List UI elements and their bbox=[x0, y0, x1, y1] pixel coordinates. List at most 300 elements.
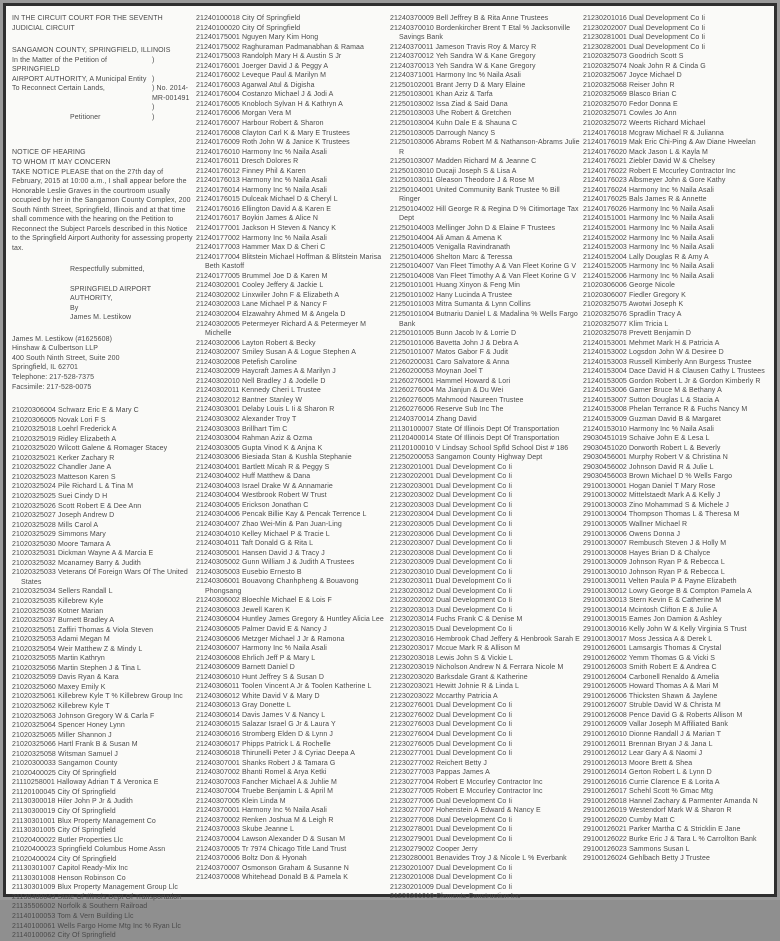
parcel-entry: 21240176014 Harmony Inc % Naila Asali bbox=[196, 186, 327, 194]
parcel-entry: 21250104003 Mellinger John D & Elaine F Trustees bbox=[390, 225, 556, 233]
parcel-entry: 21020325067 Joyce Michael D bbox=[583, 72, 682, 80]
parcel-entry: 21230203006 Dual Development Co Ii bbox=[390, 530, 513, 538]
parcel-entry: 21240306002 Bloechle Michael E & Lois F bbox=[196, 597, 332, 605]
parcel-entry: 21240304011 Taft Donald G & Rita L bbox=[196, 540, 314, 548]
parcel-entry: 21240370004 Lawson Alexander D & Susan M bbox=[196, 836, 346, 844]
parcel-entry: 21230282001 Dual Development Co Ii bbox=[583, 43, 706, 51]
parcel-entry: 21240153003 Russell Kimberly Ann Burgess Trustee bbox=[583, 358, 752, 366]
parcel-entry: 21240176004 Costanzo Michael J & Jodi A bbox=[196, 91, 334, 99]
parcel-entry: 21240176007 Harbour Robert & Sharon bbox=[196, 120, 324, 128]
parcel-entry: 21020325075 Awotwi Joseph K bbox=[583, 301, 684, 309]
parcel-entry: 21250103002 Issa Ziad & Said Dana bbox=[390, 100, 508, 108]
parcel-entry: 29100130015 Eames Jon Damion & Ashley bbox=[583, 616, 722, 624]
parcel-entry: 29100130013 Stern Kevin E & Catherine M bbox=[583, 597, 722, 605]
parcel-entry: 21240176008 Clayton Carl K & Mary E Trustees bbox=[196, 129, 350, 137]
parcel-entry: 29100126014 Gerton Robert L & Lynn D bbox=[583, 769, 712, 777]
parcel-entry: 21020325029 Simmons Mary bbox=[12, 531, 106, 539]
parcel-entry: 21020325071 Cowles Jo Ann bbox=[583, 110, 677, 118]
parcel-entry: 21240100020 City Of Springfield bbox=[196, 24, 301, 32]
parcel-entry: 21240176006 Morgan Vera M bbox=[196, 110, 292, 118]
caption-right-text: ) bbox=[152, 104, 155, 112]
parcel-entry: 29100130007 Rembusch Steven J & Holly M bbox=[583, 540, 727, 548]
parcel-entry: 21020325061 Killebrew Kyle T % Killebrew Group Inc bbox=[12, 693, 183, 701]
parcel-entry: 21230277006 Dual Development Co Ii bbox=[390, 797, 513, 805]
parcel-entry: 21260276001 Hammel Howard & Lori bbox=[390, 377, 511, 385]
parcel-entry: 21240306012 White David V & Mary D bbox=[196, 692, 320, 700]
parcel-entry: 29100130010 Johnson Ryan P & Rebecca L bbox=[583, 568, 725, 576]
parcel-entry: 21240176024 Harmony Inc % Naila Asali bbox=[583, 186, 714, 194]
parcel-entry: 21020325027 Joseph Andrew D bbox=[12, 512, 115, 520]
parcel-entry: 21240175001 Nguyen Mary Kim Hong bbox=[196, 34, 319, 42]
parcel-entry: 21240307004 Truebe Benjamin L & April M bbox=[196, 788, 334, 796]
parcel-entry: 21240176015 Dulceak Michael D & Cheryl L bbox=[196, 196, 338, 204]
parcel-entry: 21240176022 Robert E Mccurley Contractor Inc bbox=[583, 167, 736, 175]
parcel-entry: 29030456001 Murphy Robert V & Christina N bbox=[583, 454, 728, 462]
caption-left-text: AIRPORT AUTHORITY, A Municipal Entity bbox=[12, 75, 147, 83]
parcel-entry: 21240307005 Klein Linda M bbox=[196, 797, 286, 805]
parcel-entry: 21230203007 Dual Development Co Ii bbox=[390, 540, 513, 548]
parcel-entry: 21230202007 Dual Development Co Ii bbox=[583, 24, 706, 32]
parcel-entry: 29030451019 Schaive John E & Lesa L bbox=[583, 435, 710, 443]
parcel-entry: 21130300018 Hiler John P Jr & Judith bbox=[12, 798, 133, 806]
parcel-entry: 21020300033 Sangamon County bbox=[12, 760, 118, 768]
parcel-entry: 21230277008 Dual Development Co Ii bbox=[390, 816, 513, 824]
parcel-entry: 21230203013 Dual Development Co Ii bbox=[390, 606, 513, 614]
parcel-entry: 29100130012 Lowry George B & Compton Pamela A bbox=[583, 587, 752, 595]
parcel-entry: 21240176019 Mak Eric Chi-Ping & Aw Diane Hweelan bbox=[583, 139, 756, 147]
parcel-entry: 21020325055 Martin Kathryn bbox=[12, 655, 105, 663]
parcel-entry: 29100130008 Hayes Brian D & Chalyce bbox=[583, 549, 711, 557]
page-border bbox=[3, 3, 777, 940]
parcel-entry: 21250103011 Gleason Theodore J & Rose M bbox=[390, 177, 535, 185]
parcel-entry: 21250103003 Uhe Robert & Gretchen bbox=[390, 110, 512, 118]
parcel-entry: 21020325019 Ridley Elizabeth A bbox=[12, 435, 117, 443]
parcel-entry: 21250101004 Butnariu Daniel L & Madalina % Wells Fargo Bank bbox=[390, 310, 578, 328]
parcel-entry: 21250103007 Madden Richard M & Jeanne C bbox=[390, 158, 537, 166]
parcel-entry: 21250103010 Ducaji Joseph S & Lisa A bbox=[390, 167, 517, 175]
parcel-entry: 21230281001 Dual Development Co Ii bbox=[583, 34, 706, 42]
parcel-entry: 21240306003 Jewell Karen K bbox=[196, 606, 291, 614]
parcel-entry: 21020306007 Fiedler Gregory K bbox=[583, 291, 686, 299]
parcel-entry: 21240305002 Gunn William J & Judith A Trustees bbox=[196, 559, 355, 567]
parcel-entry: 21020325051 Zaffiri Thomas & Viola Steven bbox=[12, 626, 154, 634]
parcel-entry: 29100130001 Hogan Daniel T Mary Rose bbox=[583, 482, 716, 490]
caption-left-text bbox=[12, 103, 152, 113]
parcel-entry: Hinshaw & Culbertson LLP bbox=[12, 345, 99, 353]
parcel-entry: 21020325035 Killebrew Kyle bbox=[12, 597, 104, 605]
parcel-entry: 21230279001 Dual Development Co Ii bbox=[390, 836, 513, 844]
parcel-entry: 21240176023 Albsmeyer John & Gore Kathy bbox=[583, 177, 726, 185]
parcel-entry: 29100126022 Burke Eric J & Tara L % Carrollton Bank bbox=[583, 836, 757, 844]
parcel-entry: 29100126013 Moore Brett & Shea bbox=[583, 759, 693, 767]
parcel-entry: 21020325073 Goodrich Scott S bbox=[583, 53, 684, 61]
parcel-entry: 29100126021 Parker Martha C & Stricklin E Jane bbox=[583, 826, 741, 834]
parcel-entry: 21240304006 Pencak Billie Kay & Pencak Terrence L bbox=[196, 511, 367, 519]
parcel-entry: 21240303003 Brillhart Tim C bbox=[196, 425, 288, 433]
parcel-entry: 21240303002 Alexander Troy T bbox=[196, 415, 297, 423]
parcel-entry: 21230201009 Dual Development Co Ii bbox=[390, 883, 513, 891]
caption-row bbox=[12, 75, 194, 85]
parcel-entry: 21240302002 Linxwiler John F & Elizabeth A bbox=[196, 291, 340, 299]
case-caption bbox=[12, 56, 194, 123]
parcel-entry: 21020325025 Suei Cindy D H bbox=[12, 492, 108, 500]
parcel-entry: 21240371001 Harmony Inc % Naila Asali bbox=[390, 72, 521, 80]
parcel-entry: 21240153007 Sutton Douglas L & Stacia A bbox=[583, 396, 720, 404]
parcel-entry: 21260276005 Mahmood Naureen Trustee bbox=[390, 396, 524, 404]
parcel-entry: 29100126016 Currie Clarence E & Lorita A bbox=[583, 778, 720, 786]
parcel-entry: 21230276004 Dual Development Co Ii bbox=[390, 731, 513, 739]
parcel-entry: 21240304005 Erickson Jonathan C bbox=[196, 501, 309, 509]
parcel-entry: 21020325028 Mills Carol A bbox=[12, 521, 99, 529]
parcel-entry: 29100130003 Zino Mohammad S & Michele J bbox=[583, 501, 729, 509]
parcel-entry: 21240304003 Israel Drake W & Annamarie bbox=[196, 482, 333, 490]
parcel-entry: 21240370008 Whitehead Donald B & Pamela K bbox=[196, 874, 348, 882]
parcel-entry: 21230277001 Dual Development Co Ii bbox=[390, 750, 513, 758]
parcel-entry: 21240304010 Kelley Michael P & Tracie L bbox=[196, 530, 330, 538]
parcel-entry: 21240306016 Stromberg Elden D & Lynn J bbox=[196, 731, 334, 739]
parcel-entry: 21240306001 Bouavong Chanhpheng & Bouavong Phongsang bbox=[196, 578, 359, 595]
parcel-entry: 21240153005 Gordon Robert L Jr & Gordon Kimberly R bbox=[583, 377, 761, 385]
parcel-entry: 21230276005 Dual Development Co Ii bbox=[390, 740, 513, 748]
parcel-entry: Facsimile: 217-528-0075 bbox=[12, 383, 92, 391]
parcel-entry: 21240306015 Salazar Israel G Jr & Laura Y bbox=[196, 721, 336, 729]
parcel-entry: 21240176025 Bals James R & Annette bbox=[583, 196, 707, 204]
parcel-entry: 21020325032 Mcanarney Barry & Judith bbox=[12, 559, 141, 567]
signature-org: SPRINGFIELD AIRPORT AUTHORITY, bbox=[70, 285, 151, 303]
parcel-entry: 21240302007 Smiley Susan A & Logue Stephen A bbox=[196, 349, 357, 357]
parcel-entry: 29030456002 Johnson David R & Julie L bbox=[583, 463, 714, 471]
parcel-entry: 21230201007 Dual Development Co Ii bbox=[390, 864, 513, 872]
parcel-entry: 21230203016 Hembrook Chad Jeffery & Henbrook Sarah E bbox=[390, 635, 580, 643]
parcel-entry: 21250101005 Bunn Jacob Iv & Lorrie D bbox=[390, 330, 517, 338]
parcel-entry: 21230201010 Clements Construction Inc bbox=[390, 893, 521, 901]
parcel-entry: 21240302012 Bantner Stanley W bbox=[196, 396, 303, 404]
parcel-entry: 21240306008 Ehrlich Jeff P & Mary L bbox=[196, 654, 316, 662]
parcel-entry: 21110258001 Halloway Adrian T & Veronica E bbox=[12, 779, 159, 787]
parcel-entry: 21240370011 Jameson Travis Roy & Marcy R bbox=[390, 43, 537, 51]
parcel-entry: 21240304002 Huff Matthew & Dana bbox=[196, 473, 311, 481]
parcel-entry: 21130100007 State Of Illinois Dept Of Transportation bbox=[390, 425, 560, 433]
parcel-entry: 21240176001 Joerger David J & Peggy A bbox=[196, 62, 329, 70]
parcel-entry: 21240152005 Harmony Inc % Naila Asali bbox=[583, 263, 714, 271]
parcel-entry: 21240302009 Haycraft James A & Marilyn J bbox=[196, 368, 336, 376]
parcel-entry: 21020325069 Blasco Brian C bbox=[583, 91, 677, 99]
parcel-entry: 29100130004 Thompson Thomas L & Theresa M bbox=[583, 511, 740, 519]
parcel-entry: 29100126024 Gehlbach Betty J Trustee bbox=[583, 855, 710, 863]
parcel-entry: 21240153009 Guzman David B & Margaret bbox=[583, 415, 721, 423]
parcel-entry: 21230276002 Dual Development Co Ii bbox=[390, 711, 513, 719]
parcel-entry: 21130301009 Blux Property Management Group Llc bbox=[12, 884, 178, 892]
parcel-entry: 21240306018 Thirunelli Peter J & Cyriac Deepa A bbox=[196, 750, 356, 758]
caption-right-text: ) bbox=[152, 113, 155, 121]
parcel-entry: 21240302011 Kennedy Cheri L Trustee bbox=[196, 387, 321, 395]
parcel-entry: 21260200053 Moynan Joel T bbox=[390, 368, 484, 376]
signature-by: By bbox=[70, 304, 79, 312]
parcel-entry: 21240176003 Agarwal Atul & Digisha bbox=[196, 81, 315, 89]
parcel-entry: 21240152004 Lally Douglas R & Amy A bbox=[583, 253, 709, 261]
parcel-entry: 21240177002 Harmony Inc % Naila Asali bbox=[196, 234, 327, 242]
parcel-entry: 21240370014 Zhang David bbox=[390, 415, 477, 423]
parcel-entry: 21240370013 Yeh Sandra W & Kane Gregory bbox=[390, 62, 536, 70]
parcel-entry: 21230277007 Hohenstein A Edward & Nancy E bbox=[390, 807, 541, 815]
parcel-entry: 21260276006 Reserve Sub Inc The bbox=[390, 406, 504, 414]
parcel-entry: 21250101002 Hany Lucinda A Trustee bbox=[390, 291, 513, 299]
parcel-entry: 21240307002 Bhanti Romel & Arya Ketki bbox=[196, 769, 327, 777]
parcel-entry: 29100126006 Thicksten Shawn & Jaylene bbox=[583, 692, 718, 700]
parcel-entry: 21020400024 City Of Springfield bbox=[12, 855, 117, 863]
parcel-entry: 21240370003 Skube Jeanne L bbox=[196, 826, 294, 834]
parcel-entry: 21250103001 Khan Aziz & Tarfa bbox=[390, 91, 493, 99]
parcel-entry: 21250104008 Van Fleet Timothy A & Van Fleet Korine G V bbox=[390, 272, 577, 280]
parcel-entry: 21240176016 Ellington David A & Karen E bbox=[196, 205, 332, 213]
parcel-entry: 21240175002 Raghuraman Padmanabhan & Ramaa bbox=[196, 43, 365, 51]
parcel-entry: 21240153010 Harmony Inc % Naila Asali bbox=[583, 425, 714, 433]
parcel-entry: 21140100061 Wells Fargo Home Mtg Inc % Ryan Llc bbox=[12, 922, 182, 930]
parcel-entry: 21230201001 Dual Development Co Ii bbox=[390, 463, 513, 471]
parcel-entry: 21020325064 Spencer Honey Lynn bbox=[12, 722, 125, 730]
parcel-entry: 21020325068 Reiser John R bbox=[583, 81, 675, 89]
parcel-entry: 29100130002 Mittelstaedt Mark A & Kelly J bbox=[583, 492, 721, 500]
parcel-entry: 21260276004 Ma Jianjun & Du Wei bbox=[390, 387, 504, 395]
caption-right-text: ) bbox=[152, 56, 155, 64]
parcel-entry: 21120100010 V Lindsay School Spfld School Dist # 186 bbox=[390, 444, 569, 452]
notice-title: NOTICE OF HEARING bbox=[12, 149, 86, 157]
parcel-entry: 21020325060 Maxey Emily K bbox=[12, 683, 106, 691]
parcel-entry: 21250101007 Matos Gabor F & Judit bbox=[390, 349, 509, 357]
parcel-entry: 21240306013 Gray Donette L bbox=[196, 702, 291, 710]
parcel-entry: 21240306007 Harmony Inc % Naila Asali bbox=[196, 645, 327, 653]
parcel-entry: 21240303005 Gupta Vinod K & Anjna K bbox=[196, 444, 323, 452]
signature-name: James M. Lestikow bbox=[70, 314, 132, 322]
parcel-entry: 29100126010 Dionne Randall J & Marian T bbox=[583, 731, 722, 739]
parcel-entry: 21020325074 Noak John R & Cinda G bbox=[583, 62, 706, 70]
caption-left-text: Petitioner bbox=[70, 113, 101, 121]
parcel-entry: 21240306017 Phipps Patrick L & Rochelle bbox=[196, 740, 331, 748]
parcel-entry: 29100130011 Velten Paula P & Payne Elizabeth bbox=[583, 578, 737, 586]
parcel-entry: 21240306010 Hunt Jeffrey S & Susan D bbox=[196, 673, 325, 681]
parcel-entry: 21240306011 Toolen Vincent A Jr & Toolen Katherine L bbox=[196, 683, 372, 691]
parcel-entry: 29100126004 Carbonell Renaldo & Amelia bbox=[583, 673, 720, 681]
parcel-entry: 21230203004 Dual Development Co Ii bbox=[390, 511, 513, 519]
parcel-entry: 21230203011 Dual Development Co Ii bbox=[390, 578, 512, 586]
parcel-entry: 29100126005 Howard Thomas A & Mari M bbox=[583, 683, 719, 691]
parcel-entry: 21250104004 Ali Aman & Amena K bbox=[390, 234, 502, 242]
parcel-entry: 21240302004 Elzawahry Ahmed M & Angela D bbox=[196, 310, 346, 318]
parcel-list-1 bbox=[12, 406, 194, 941]
parcel-entry: 29100126017 Schehl Scott % Gmac Mtg bbox=[583, 788, 713, 796]
parcel-entry: 21240303001 Delaby Louis L Ii & Sharon R bbox=[196, 406, 335, 414]
parcel-entry: 21240177005 Brummel Joe D & Karen M bbox=[196, 272, 328, 280]
parcel-entry: 21240177003 Hammer Max D & Cheri C bbox=[196, 244, 326, 252]
parcel-entry: 21240176005 Knobloch Sylvan H & Kathryn A bbox=[196, 100, 343, 108]
parcel-entry: Telephone: 217-528-7375 bbox=[12, 373, 95, 381]
parcel-entry: 21240153006 Garner Bruce M & Bethany A bbox=[583, 387, 722, 395]
parcel-entry: 21140100062 City Of Springfield bbox=[12, 932, 116, 940]
parcel-list-2 bbox=[196, 14, 389, 883]
parcel-entry: 21240153001 Mehmet Mark H & Patricia A bbox=[583, 339, 720, 347]
parcel-entry: 21230202001 Dual Development Co Ii bbox=[390, 473, 513, 481]
parcel-entry: 21240176009 Roth John W & Janice K Trustees bbox=[196, 139, 350, 147]
county-line: SANGAMON COUNTY, SPRINGFIELD, ILLINOIS bbox=[12, 47, 171, 55]
column-3 bbox=[390, 14, 583, 902]
parcel-entry: 21020400022 Butler Properties Llc bbox=[12, 836, 124, 844]
parcel-entry: 21230203021 Hewitt Johnie R & Linda L bbox=[390, 683, 520, 691]
caption-right-text: ) No. 2014-MR-001491 bbox=[152, 85, 190, 102]
parcel-entry: 21130301001 Blux Property Management Co bbox=[12, 817, 156, 825]
parcel-entry: 21020325072 Weerts Richard Michael bbox=[583, 120, 706, 128]
parcel-entry: 21230203003 Dual Development Co Ii bbox=[390, 501, 513, 509]
parcel-entry: James M. Lestikow (#1625608) bbox=[12, 335, 113, 343]
parcel-entry: 21240370001 Harmony Inc % Naila Asali bbox=[196, 807, 327, 815]
parcel-entry: 21240152006 Harmony Inc % Naila Asali bbox=[583, 272, 714, 280]
parcel-entry: 21240370007 Osmonson Graham & Susanne N bbox=[196, 864, 349, 872]
parcel-entry: 21240175003 Randolph Mary H & Austin S Jr bbox=[196, 53, 342, 61]
parcel-entry: 21240306006 Metzger Michael J Jr & Ramona bbox=[196, 635, 345, 643]
parcel-entry: 29100130009 Johnson Ryan P & Rebecca L bbox=[583, 559, 725, 567]
parcel-entry: 21020325018 Loehrl Frederick A bbox=[12, 426, 117, 434]
parcel-entry: 29100126002 Yemm Thomas G & Vicki S bbox=[583, 654, 716, 662]
caption-row bbox=[12, 84, 194, 103]
parcel-entry: 21130400043 State Of Illinois Dept Of Transportation bbox=[12, 893, 182, 901]
parcel-entry: 21230203022 Mccarthy Patricia A bbox=[390, 692, 498, 700]
parcel-entry: 21230203015 Dual Development Co Ii bbox=[390, 626, 513, 633]
parcel-entry: 21020325059 Davis Ryan & Kara bbox=[12, 674, 119, 682]
parcel-entry: 21250103004 Kuhn Dale E & Shauna C bbox=[390, 120, 518, 128]
parcel-entry: 21135506002 Norfolk & Southern Railroad bbox=[12, 903, 148, 911]
parcel-entry: 21140100053 Tom & Vern Building Llc bbox=[12, 913, 134, 921]
parcel-entry: 21240153004 Dace David H & Clausen Cathy L Trustees bbox=[583, 368, 765, 376]
column-2 bbox=[196, 14, 389, 883]
parcel-entry: 29100126012 Lear Gary A & Naomi J bbox=[583, 750, 703, 758]
parcel-entry: 21230203019 Nicholson Andrew N & Ferrara Nicole M bbox=[390, 664, 564, 672]
column-1 bbox=[12, 14, 194, 941]
parcel-entry: 21020400025 City Of Springfield bbox=[12, 769, 117, 777]
parcel-entry: 21240302006 Layton Robert & Becky bbox=[196, 339, 316, 347]
parcel-entry: 21240306014 Davis James V & Nancy L bbox=[196, 711, 326, 719]
parcel-entry: 21230203001 Dual Development Co Ii bbox=[390, 482, 513, 490]
parcel-entry: 21240306009 Barnett Daniel D bbox=[196, 664, 295, 672]
parcel-entry: 21250104005 Venigalla Ravindranath bbox=[390, 244, 511, 252]
parcel-entry: 21020306005 Novak Lori F S bbox=[12, 416, 106, 424]
parcel-entry: 21240177001 Jackson H Steven & Nancy K bbox=[196, 225, 336, 233]
parcel-entry: 21230276001 Dual Development Co Ii bbox=[390, 702, 513, 710]
parcel-entry: 21240177004 Blitstein Michael Hoffman & Blitstein Marisa Beth Kastoff bbox=[196, 253, 382, 271]
caption-left-text: To Reconnect Certain Lands, bbox=[12, 85, 105, 93]
parcel-entry: 21230203014 Fuchs Frank C & Denise M bbox=[390, 616, 523, 624]
parcel-entry: 21240305001 Hansen David J & Tracy J bbox=[196, 549, 325, 557]
parcel-entry: 21240153008 Phelan Terrance R & Fuchs Nancy M bbox=[583, 406, 748, 414]
parcel-entry: 21240152003 Harmony Inc % Naila Asali bbox=[583, 244, 714, 252]
parcel-entry: 21240304007 Zhao Wei-Min & Pan Juan-Ling bbox=[196, 520, 342, 528]
parcel-entry: Springfield, IL 62701 bbox=[12, 364, 79, 372]
parcel-entry: 21020400023 Springfield Columbus Home Assn bbox=[12, 846, 166, 854]
parcel-entry: 21230279002 Cooper Jerry bbox=[390, 845, 478, 853]
parcel-entry: 21240176002 Leveque Paul & Marilyn M bbox=[196, 72, 327, 80]
parcel-entry: 21240176011 Dresch Dolores R bbox=[196, 158, 299, 166]
parcel-entry: 21240152001 Harmony Inc % Naila Asali bbox=[583, 225, 714, 233]
parcel-entry: 21130300019 City Of Springfield bbox=[12, 808, 116, 816]
parcel-entry: 21240302003 Lane Michael P & Nancy F bbox=[196, 301, 328, 309]
parcel-entry: 21250101003 Mitra Sumanta & Lynn Collins bbox=[390, 301, 531, 309]
parcel-entry: 21230277003 Pappas James A bbox=[390, 769, 490, 777]
parcel-entry: 21230277005 Robert E Mccurley Contractor Inc bbox=[390, 788, 543, 796]
court-title: IN THE CIRCUIT COURT FOR THE SEVENTH JUDICIAL CIRCUIT bbox=[12, 15, 163, 32]
parcel-entry: 21020325033 Veterans Of Foreign Wars Of The United States bbox=[12, 569, 188, 586]
parcel-entry: 21020325065 Miller Shannon J bbox=[12, 731, 112, 739]
signature-block bbox=[12, 265, 194, 322]
parcel-entry: 21240370009 Bell Jeffrey B & Rita Anne Trustees bbox=[390, 15, 549, 22]
parcel-entry: 21250101006 Bavetta John J & Debra A bbox=[390, 339, 519, 347]
parcel-entry: 21020325022 Chandler Jane A bbox=[12, 464, 112, 472]
parcel-entry: 21230276003 Dual Development Co Ii bbox=[390, 721, 513, 729]
parcel-entry: 21020325076 Spradlin Tracy A bbox=[583, 310, 682, 318]
parcel-entry: 21020325020 Wilcott Galene & Romager Stacey bbox=[12, 445, 168, 453]
parcel-entry: 29100126018 Hannel Zachary & Parmenter Amanda N bbox=[583, 797, 758, 805]
spacer bbox=[70, 275, 194, 285]
caption-left-text: In the Matter of the Petition of SPRINGFIELD bbox=[12, 56, 108, 74]
parcel-entry: 21230203017 Mccue Mark R & Allison M bbox=[390, 645, 521, 653]
parcel-entry: 21240151001 Harmony Inc % Naila Asali bbox=[583, 215, 714, 223]
parcel-entry: 21240176012 Finney Phil & Karen bbox=[196, 167, 306, 175]
respectfully-submitted: Respectfully submitted, bbox=[70, 266, 145, 274]
parcel-entry: 29100130006 Owens Donna J bbox=[583, 530, 681, 538]
parcel-entry: 29030451020 Dorworth Robert L & Beverly bbox=[583, 444, 721, 452]
parcel-entry: 21020325030 Moore Tamara A bbox=[12, 540, 111, 548]
parcel-entry: 21240304001 Bartlett Micah R & Peggy S bbox=[196, 463, 330, 471]
parcel-entry: 21240100018 City Of Springfield bbox=[196, 15, 301, 22]
parcel-entry: 21020306004 Schwarz Eric E & Mary C bbox=[12, 407, 139, 415]
parcel-entry: 29100130005 Wallner Michael R bbox=[583, 520, 688, 528]
parcel-entry: 21020325062 Killebrew Kyle T bbox=[12, 703, 110, 710]
parcel-entry: 21230277002 Reichert Betty J bbox=[390, 759, 487, 767]
parcel-entry: 21240302008 Petefish Caroline bbox=[196, 358, 297, 366]
parcel-entry: 21240370006 Boltz Don & Hyonah bbox=[196, 855, 307, 863]
parcel-entry: 21240305003 Eusebio Ernesto B bbox=[196, 568, 302, 576]
parcel-entry: 21250102001 Brant Jerry D & Mary Elaine bbox=[390, 81, 526, 89]
parcel-entry: 21240302005 Petermeyer Richard A & Petermeyer M Michelle bbox=[196, 320, 367, 338]
parcel-entry: 29100126009 Vallar Joseph M Affiliated Bank bbox=[583, 721, 728, 729]
parcel-entry: 21130301005 City Of Springfield bbox=[12, 827, 116, 835]
parcel-entry: 21120400014 State Of Illinois Dept Of Transportation bbox=[390, 435, 560, 443]
parcel-entry: 21240302001 Cooley Jeffery & Jackie L bbox=[196, 282, 324, 290]
parcel-entry: 21230203010 Dual Development Co Ii bbox=[390, 568, 513, 576]
parcel-entry: 29100130014 Mcintosh Clifton E & Julie A bbox=[583, 606, 718, 614]
parcel-entry: 21250200053 Sangamon County Highway Dept bbox=[390, 454, 543, 462]
parcel-entry: 29100126020 Cumby Matt C bbox=[583, 816, 675, 824]
parcel-entry: 21250104007 Van Fleet Timothy A & Van Fleet Korine G V bbox=[390, 263, 577, 271]
parcel-entry: 21240153002 Logsdon John W & Desiree D bbox=[583, 349, 724, 357]
parcel-entry: 29100126023 Sammons Susan L bbox=[583, 845, 690, 853]
parcel-entry: 21020325077 Klim Tricia L bbox=[583, 320, 669, 328]
parcel-entry: 21240370002 Renken Joshua M & Leigh R bbox=[196, 816, 334, 824]
attorney-block bbox=[12, 335, 194, 392]
parcel-entry: 21230203018 Lewis John S & Vickie L bbox=[390, 654, 513, 662]
parcel-entry: 21230203002 Dual Development Co Ii bbox=[390, 492, 513, 500]
parcel-entry: 21240370010 Bordenkircher Brent T Etal % Jacksonville Savings Bank bbox=[390, 24, 571, 42]
parcel-entry: 21240303004 Rahman Aziz & Ozma bbox=[196, 435, 313, 443]
parcel-entry: 21230201008 Dual Development Co Ii bbox=[390, 874, 513, 882]
parcel-entry: 29100126001 Lamsargis Thomas & Crystal bbox=[583, 645, 722, 653]
parcel-entry: 21020325026 Scott Robert E & Dee Ann bbox=[12, 502, 142, 510]
parcel-entry: 21240306004 Huntley James Gregory & Huntley Alicia Lee bbox=[196, 616, 384, 624]
parcel-entry: 21250104006 Shelton Marc & Teressa bbox=[390, 253, 513, 261]
parcel-entry: 400 South Ninth Street, Suite 200 bbox=[12, 354, 120, 362]
parcel-entry: 21230203005 Dual Development Co Ii bbox=[390, 520, 513, 528]
parcel-entry: 21260200031 Caro Salvatore & Anna bbox=[390, 358, 510, 366]
parcel-entry: 21020325031 Dickman Wayne A & Marcia E bbox=[12, 550, 154, 558]
parcel-entry: 21020325053 Adami Megan M bbox=[12, 636, 110, 644]
parcel-entry: 29100126008 Pence David G & Roberts Allison M bbox=[583, 711, 743, 719]
